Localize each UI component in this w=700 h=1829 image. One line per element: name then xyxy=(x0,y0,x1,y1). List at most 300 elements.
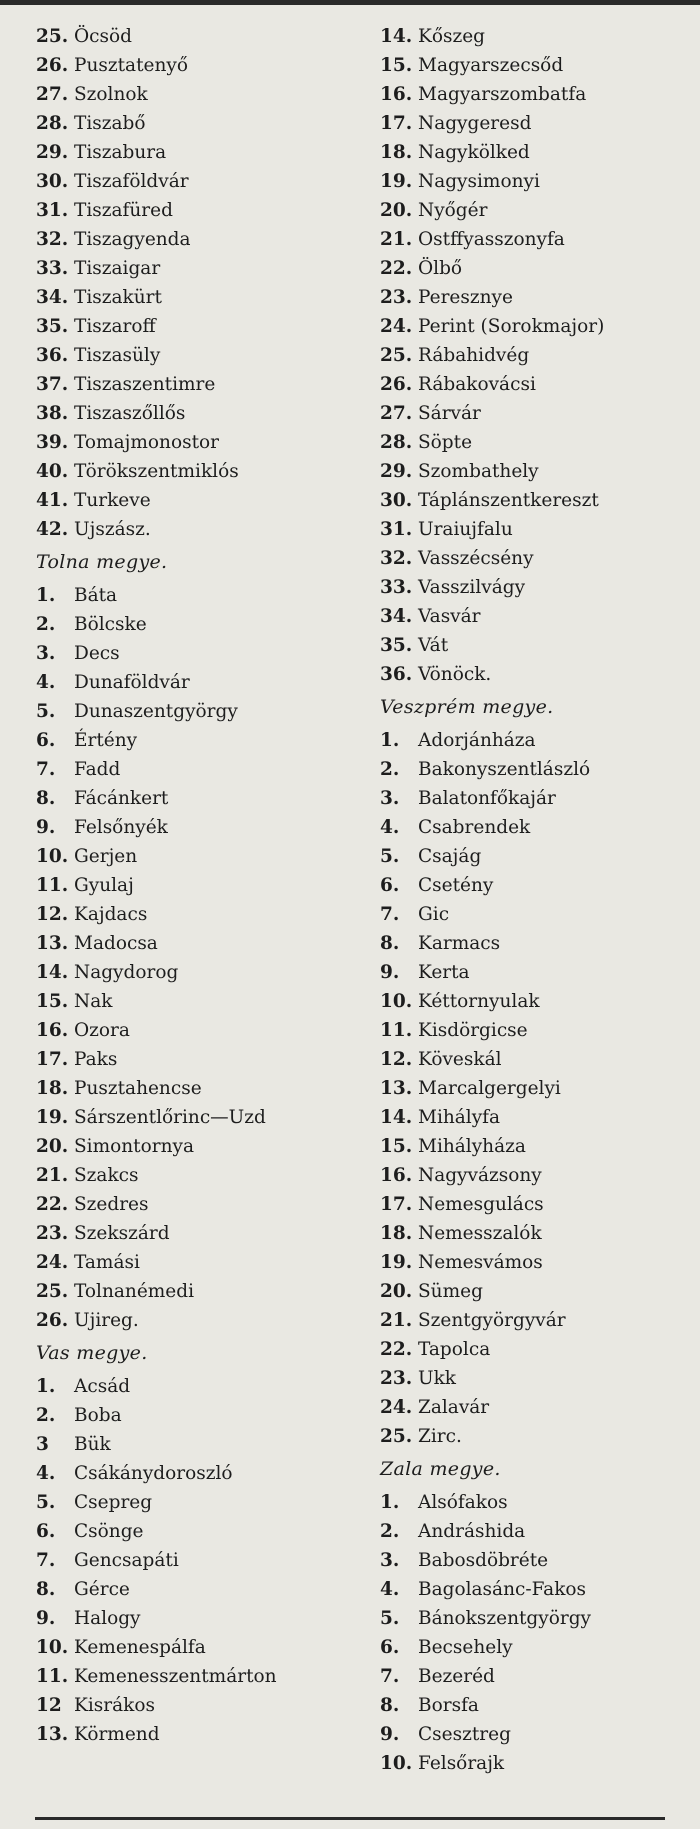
settlement-name: Fadd xyxy=(74,759,121,780)
item-number: 1. xyxy=(380,1492,400,1513)
list-item xyxy=(380,1074,561,1103)
item-number: 33. xyxy=(36,258,69,279)
settlement-name: Fácánkert xyxy=(74,788,169,809)
item-number: 16. xyxy=(36,1020,69,1041)
settlement-name: Babosdöbréte xyxy=(418,1550,549,1571)
settlement-name: Tiszaigar xyxy=(74,258,161,279)
list-item xyxy=(380,1190,544,1219)
list-item xyxy=(380,602,481,631)
settlement-name: Szombathely xyxy=(418,461,539,482)
item-number: 36. xyxy=(380,664,413,685)
settlement-name: Nagydorog xyxy=(74,962,179,983)
settlement-name: Csesztreg xyxy=(418,1724,511,1745)
item-number: 25. xyxy=(380,345,413,366)
list-item xyxy=(380,1132,526,1161)
settlement-name: Rábahidvég xyxy=(418,345,530,366)
item-number: 34. xyxy=(36,287,69,308)
settlement-name: Pusztahencse xyxy=(74,1078,202,1099)
item-number: 25. xyxy=(36,1281,69,1302)
settlement-name: Sárvár xyxy=(418,403,481,424)
settlement-name: Marcalgergelyi xyxy=(418,1078,561,1099)
list-item xyxy=(36,610,147,639)
list-item xyxy=(380,138,530,167)
county-heading: Vas megye. xyxy=(36,1342,148,1364)
item-number: 9. xyxy=(380,1724,400,1745)
settlement-name: Kemenesszentmárton xyxy=(74,1666,277,1687)
settlement-name: Nemesvámos xyxy=(418,1252,543,1273)
item-number: 21. xyxy=(380,229,413,250)
list-item xyxy=(36,1517,144,1546)
item-number: 2. xyxy=(36,614,56,635)
settlement-name: Gerjen xyxy=(74,846,138,867)
item-number: 7. xyxy=(380,904,400,925)
list-item xyxy=(380,225,565,254)
settlement-name: Köveskál xyxy=(418,1049,502,1070)
settlement-name: Kemenespálfa xyxy=(74,1637,206,1658)
settlement-name: Acsád xyxy=(74,1376,131,1397)
item-number: 21. xyxy=(380,1310,413,1331)
list-item xyxy=(36,1575,130,1604)
item-number: 24. xyxy=(36,1252,69,1273)
settlement-name: Magyarszecsőd xyxy=(418,55,564,76)
list-item xyxy=(36,196,173,225)
settlement-name: Perint (Sorokmajor) xyxy=(418,316,605,337)
settlement-name: Nak xyxy=(74,991,113,1012)
item-number: 17. xyxy=(36,1049,69,1070)
list-item xyxy=(380,51,563,80)
settlement-name: Becsehely xyxy=(418,1637,513,1658)
county-heading: Tolna megye. xyxy=(36,551,168,573)
list-item xyxy=(380,1662,495,1691)
item-number: 36. xyxy=(36,345,69,366)
item-number: 31. xyxy=(380,519,413,540)
list-item xyxy=(36,1604,141,1633)
item-number: 28. xyxy=(36,113,69,134)
item-number: 19. xyxy=(36,1107,69,1128)
list-item xyxy=(36,1248,140,1277)
settlement-name: Tiszabura xyxy=(74,142,167,163)
list-item xyxy=(380,1546,548,1575)
list-item xyxy=(380,1016,528,1045)
list-item xyxy=(380,1045,502,1074)
settlement-name: Vasszécsény xyxy=(418,548,534,569)
list-item xyxy=(36,639,120,668)
settlement-name: Ujszász. xyxy=(74,519,151,540)
item-number: 5. xyxy=(36,1492,56,1513)
list-item xyxy=(380,544,534,573)
item-number: 8. xyxy=(380,933,400,954)
settlement-name: Paks xyxy=(74,1049,118,1070)
list-item xyxy=(380,784,556,813)
item-number: 15. xyxy=(36,991,69,1012)
list-item xyxy=(36,254,160,283)
settlement-name: Bakonyszentlászló xyxy=(418,759,591,780)
settlement-name: Bezeréd xyxy=(418,1666,495,1687)
item-number: 10. xyxy=(380,1753,413,1774)
item-number: 8. xyxy=(36,788,56,809)
list-item xyxy=(380,196,487,225)
settlement-name: Csepreg xyxy=(74,1492,153,1513)
item-number: 29. xyxy=(380,461,413,482)
item-number: 2. xyxy=(36,1405,56,1426)
settlement-name: Simontornya xyxy=(74,1136,194,1157)
settlement-name: Tiszaroff xyxy=(74,316,156,337)
list-item xyxy=(36,1546,179,1575)
settlement-name: Tiszafüred xyxy=(74,200,173,221)
item-number: 18. xyxy=(380,142,413,163)
settlement-name: Nagysimonyi xyxy=(418,171,540,192)
item-number: 3. xyxy=(380,788,400,809)
settlement-name: Értény xyxy=(74,730,138,751)
item-number: 16. xyxy=(380,1165,413,1186)
item-number: 6. xyxy=(380,875,400,896)
list-item xyxy=(380,1517,525,1546)
item-number: 42. xyxy=(36,519,69,540)
item-number: 3. xyxy=(36,643,56,664)
settlement-name: Csönge xyxy=(74,1521,144,1542)
item-number: 26. xyxy=(36,1310,69,1331)
list-item xyxy=(380,80,586,109)
settlement-name: Szekszárd xyxy=(74,1223,170,1244)
item-number: 6. xyxy=(380,1637,400,1658)
list-item xyxy=(380,631,448,660)
list-item xyxy=(36,1074,202,1103)
settlement-name: Körmend xyxy=(74,1724,160,1745)
item-number: 30. xyxy=(36,171,69,192)
settlement-name: Tiszagyenda xyxy=(74,229,191,250)
settlement-name: Ostffyasszonyfa xyxy=(418,229,565,250)
list-item xyxy=(36,80,148,109)
item-number: 11. xyxy=(36,1666,69,1687)
list-item xyxy=(380,370,536,399)
item-number: 14. xyxy=(380,26,413,47)
list-item xyxy=(36,109,146,138)
list-item xyxy=(380,958,470,987)
item-number: 10. xyxy=(380,991,413,1012)
settlement-name: Turkeve xyxy=(74,490,151,511)
item-number: 33. xyxy=(380,577,413,598)
settlement-name: Kajdacs xyxy=(74,904,148,925)
settlement-name: Öcsöd xyxy=(74,26,133,47)
item-number: 15. xyxy=(380,1136,413,1157)
settlement-name: Bölcske xyxy=(74,614,147,635)
list-item xyxy=(380,1393,489,1422)
item-number: 17. xyxy=(380,113,413,134)
item-number: 40. xyxy=(36,461,69,482)
settlement-name: Zirc. xyxy=(418,1426,462,1447)
item-number: 18. xyxy=(36,1078,69,1099)
settlement-name: Tiszaszentimre xyxy=(74,374,216,395)
item-number: 12 xyxy=(36,1695,62,1716)
item-number: 17. xyxy=(380,1194,413,1215)
item-number: 1. xyxy=(380,730,400,751)
item-number: 6. xyxy=(36,730,56,751)
settlement-name: Decs xyxy=(74,643,120,664)
item-number: 1. xyxy=(36,1376,56,1397)
item-number: 26. xyxy=(380,374,413,395)
list-item xyxy=(380,167,540,196)
list-item xyxy=(36,842,137,871)
settlement-name: Gyulaj xyxy=(74,875,134,896)
list-item xyxy=(36,1662,277,1691)
settlement-name: Pusztatenyő xyxy=(74,55,188,76)
list-item xyxy=(380,312,604,341)
item-number: 8. xyxy=(36,1579,56,1600)
item-number: 9. xyxy=(36,817,56,838)
settlement-name: Tiszabő xyxy=(74,113,146,134)
item-number: 22. xyxy=(36,1194,69,1215)
item-number: 6. xyxy=(36,1521,56,1542)
settlement-name: Tiszasüly xyxy=(74,345,161,366)
settlement-name: Szolnok xyxy=(74,84,148,105)
settlement-name: Madocsa xyxy=(74,933,158,954)
settlement-name: Kéttornyulak xyxy=(418,991,540,1012)
settlement-name: Ozora xyxy=(74,1020,130,1041)
settlement-name: Magyarszombatfa xyxy=(418,84,587,105)
list-item xyxy=(36,1401,122,1430)
settlement-name: Alsófakos xyxy=(418,1492,508,1513)
item-number: 2. xyxy=(380,1521,400,1542)
item-number: 8. xyxy=(380,1695,400,1716)
item-number: 22. xyxy=(380,1339,413,1360)
item-number: 24. xyxy=(380,316,413,337)
list-item xyxy=(36,755,120,784)
item-number: 11. xyxy=(380,1020,413,1041)
list-item xyxy=(36,1720,160,1749)
item-number: 39. xyxy=(36,432,69,453)
list-item xyxy=(380,1422,462,1451)
settlement-name: Boba xyxy=(74,1405,122,1426)
item-number: 41. xyxy=(36,490,69,511)
item-number: 7. xyxy=(380,1666,400,1687)
item-number: 23. xyxy=(380,287,413,308)
item-number: 2. xyxy=(380,759,400,780)
list-item xyxy=(36,1190,149,1219)
item-number: 7. xyxy=(36,759,56,780)
settlement-name: Szedres xyxy=(74,1194,149,1215)
list-item xyxy=(36,1016,130,1045)
county-heading: Veszprém megye. xyxy=(380,696,554,718)
list-item xyxy=(36,341,160,370)
settlement-name: Nyőgér xyxy=(418,200,488,221)
settlement-name: Nagyvázsony xyxy=(418,1165,542,1186)
list-item xyxy=(380,1749,504,1778)
settlement-name: Mihályháza xyxy=(418,1136,526,1157)
settlement-name: Gencsapáti xyxy=(74,1550,179,1571)
settlement-name: Andráshida xyxy=(418,1521,526,1542)
list-item xyxy=(36,1372,130,1401)
list-item xyxy=(36,1306,139,1335)
item-number: 10. xyxy=(36,1637,69,1658)
item-number: 32. xyxy=(380,548,413,569)
item-number: 15. xyxy=(380,55,413,76)
item-number: 4. xyxy=(36,1463,56,1484)
list-item xyxy=(380,842,481,871)
list-item xyxy=(36,958,178,987)
list-item xyxy=(380,929,500,958)
item-number: 12. xyxy=(36,904,69,925)
settlement-name: Nagykölked xyxy=(418,142,530,163)
list-item xyxy=(380,1575,586,1604)
list-item xyxy=(36,486,151,515)
top-rule xyxy=(0,0,700,5)
settlement-name: Karmacs xyxy=(418,933,501,954)
settlement-name: Felsőrajk xyxy=(418,1753,505,1774)
item-number: 31. xyxy=(36,200,69,221)
list-item xyxy=(36,138,166,167)
list-item xyxy=(380,1691,479,1720)
list-item xyxy=(380,283,513,312)
settlement-name: Vönöck. xyxy=(418,664,492,685)
item-number: 14. xyxy=(36,962,69,983)
item-number: 24. xyxy=(380,1397,413,1418)
settlement-name: Nagygeresd xyxy=(418,113,532,134)
settlement-name: Tiszakürt xyxy=(74,287,162,308)
settlement-name: Báta xyxy=(74,585,118,606)
settlement-name: Bánokszentgyörgy xyxy=(418,1608,591,1629)
item-number: 13. xyxy=(36,933,69,954)
list-item xyxy=(36,51,188,80)
item-number: 4. xyxy=(380,817,400,838)
item-number: 3. xyxy=(380,1550,400,1571)
list-item xyxy=(36,1219,170,1248)
settlement-name: Tiszaszőllős xyxy=(74,403,186,424)
settlement-name: Vát xyxy=(418,635,449,656)
item-number: 20. xyxy=(380,200,413,221)
list-item xyxy=(380,1604,591,1633)
settlement-name: Szakcs xyxy=(74,1165,139,1186)
settlement-name: Csetény xyxy=(418,875,494,896)
list-item xyxy=(36,1691,155,1720)
list-item xyxy=(36,581,117,610)
list-item xyxy=(36,457,239,486)
settlement-name: Csajág xyxy=(418,846,482,867)
settlement-name: Uraiujfalu xyxy=(418,519,513,540)
list-item xyxy=(380,900,449,929)
settlement-name: Vasvár xyxy=(418,606,481,627)
settlement-name: Nemesszalók xyxy=(418,1223,542,1244)
item-number: 4. xyxy=(36,672,56,693)
item-number: 27. xyxy=(380,403,413,424)
list-item xyxy=(380,1633,513,1662)
list-item xyxy=(380,1335,490,1364)
settlement-name: Borsfa xyxy=(418,1695,479,1716)
list-item xyxy=(380,755,590,784)
settlement-name: Rábakovácsi xyxy=(418,374,536,395)
list-item xyxy=(380,1248,543,1277)
settlement-name: Felsőnyék xyxy=(74,817,168,838)
item-number: 10. xyxy=(36,846,69,867)
settlement-name: Bagolasánc-Fakos xyxy=(418,1579,587,1600)
item-number: 5. xyxy=(380,1608,400,1629)
settlement-name: Zalavár xyxy=(418,1397,490,1418)
item-number: 23. xyxy=(36,1223,69,1244)
settlement-name: Tapolca xyxy=(418,1339,491,1360)
list-item xyxy=(380,1103,500,1132)
settlement-name: Szentgyörgyvár xyxy=(418,1310,566,1331)
item-number: 13. xyxy=(380,1078,413,1099)
list-item xyxy=(36,22,132,51)
item-number: 28. xyxy=(380,432,413,453)
list-item xyxy=(36,283,162,312)
list-item xyxy=(36,225,191,254)
item-number: 26. xyxy=(36,55,69,76)
list-item xyxy=(380,1364,456,1393)
item-number: 35. xyxy=(36,316,69,337)
item-number: 32. xyxy=(36,229,69,250)
settlement-name: Sümeg xyxy=(418,1281,483,1302)
list-item xyxy=(380,22,485,51)
list-item xyxy=(36,1459,233,1488)
settlement-name: Söpte xyxy=(418,432,473,453)
settlement-name: Dunaszentgyörgy xyxy=(74,701,238,722)
list-item xyxy=(380,871,493,900)
item-number: 37. xyxy=(36,374,69,395)
settlement-name: Táplánszentkereszt xyxy=(418,490,599,511)
list-item xyxy=(380,1219,542,1248)
list-item xyxy=(380,341,529,370)
list-item xyxy=(36,900,147,929)
item-number: 16. xyxy=(380,84,413,105)
county-heading: Zala megye. xyxy=(380,1458,501,1480)
list-item xyxy=(36,668,190,697)
item-number: 18. xyxy=(380,1223,413,1244)
settlement-name: Sárszentlőrinc—Uzd xyxy=(74,1107,266,1128)
list-item xyxy=(380,457,539,486)
list-item xyxy=(380,1277,483,1306)
settlement-name: Dunaföldvár xyxy=(74,672,190,693)
settlement-name: Gérce xyxy=(74,1579,130,1600)
list-item xyxy=(36,370,215,399)
settlement-name: Ölbő xyxy=(418,258,463,279)
settlement-name: Bük xyxy=(74,1434,111,1455)
item-number: 21. xyxy=(36,1165,69,1186)
settlement-name: Kerta xyxy=(418,962,470,983)
list-item xyxy=(36,813,168,842)
item-number: 1. xyxy=(36,585,56,606)
settlement-name: Ukk xyxy=(418,1368,457,1389)
list-item xyxy=(36,1103,266,1132)
item-number: 9. xyxy=(380,962,400,983)
list-item xyxy=(380,987,540,1016)
list-item xyxy=(380,660,491,689)
list-item xyxy=(36,1277,194,1306)
item-number: 13. xyxy=(36,1724,69,1745)
item-number: 7. xyxy=(36,1550,56,1571)
list-item xyxy=(380,813,530,842)
settlement-name: Ujireg. xyxy=(74,1310,139,1331)
list-item xyxy=(36,428,219,457)
item-number: 38. xyxy=(36,403,69,424)
list-item xyxy=(36,929,158,958)
settlement-name: Tamási xyxy=(74,1252,140,1273)
item-number: 19. xyxy=(380,1252,413,1273)
list-item xyxy=(36,1045,117,1074)
settlement-name: Csabrendek xyxy=(418,817,531,838)
item-number: 25. xyxy=(36,26,69,47)
list-item xyxy=(36,726,137,755)
settlement-name: Tomajmonostor xyxy=(74,432,219,453)
item-number: 5. xyxy=(36,701,56,722)
list-item xyxy=(36,515,151,544)
list-item xyxy=(380,254,462,283)
list-item xyxy=(36,1132,194,1161)
item-number: 11. xyxy=(36,875,69,896)
list-item xyxy=(36,871,134,900)
item-number: 12. xyxy=(380,1049,413,1070)
settlement-name: Nemesgulács xyxy=(418,1194,544,1215)
settlement-name: Kőszeg xyxy=(418,26,485,47)
